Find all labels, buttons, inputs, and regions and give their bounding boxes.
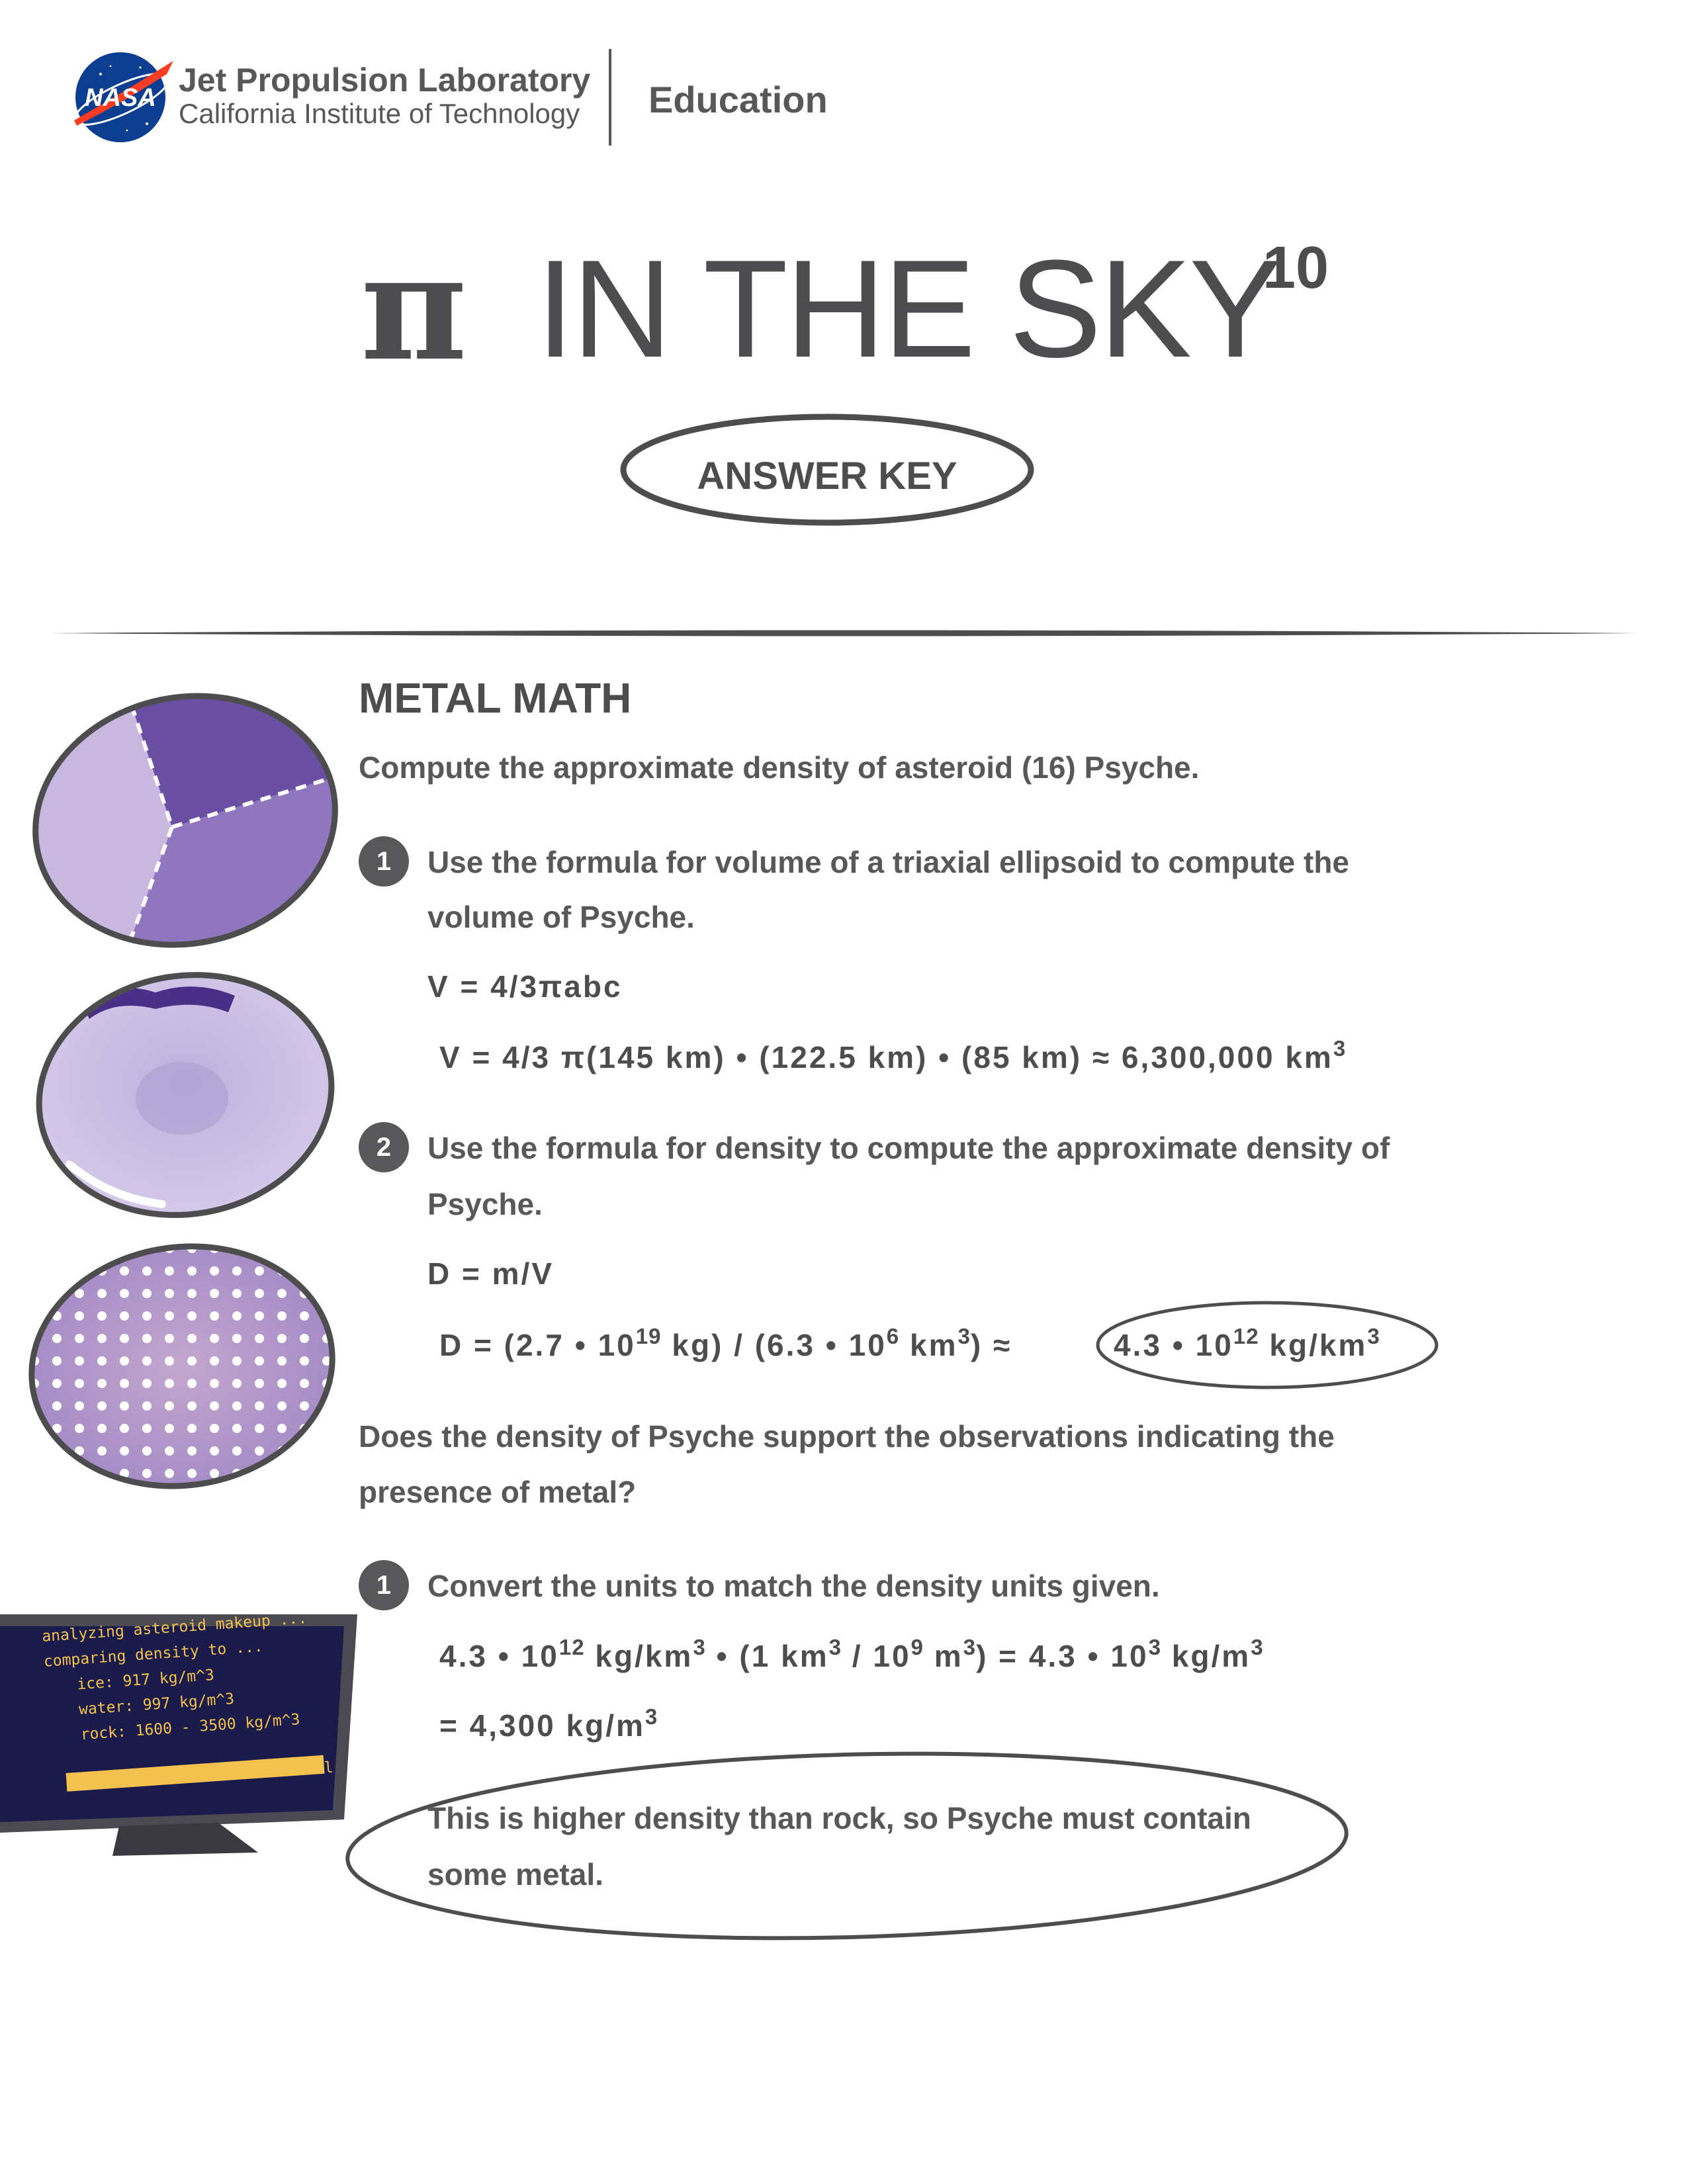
asteroid-dotted-illustration xyxy=(23,1237,341,1495)
nasa-logo-text: NASA xyxy=(85,84,156,112)
density-formula: D = m/V xyxy=(427,1256,555,1291)
step-number-badge: 1 xyxy=(359,1560,409,1610)
conclusion-text: some metal. xyxy=(427,1857,603,1892)
asteroid-sliced-illustration xyxy=(26,688,344,953)
org-name: Jet Propulsion Laboratory xyxy=(179,62,591,99)
step-number-badge: 2 xyxy=(359,1122,409,1172)
monitor-line: water: 997 kg/m^3 xyxy=(78,1690,235,1719)
monitor-line: rock: 1600 - 3500 kg/m^3 xyxy=(79,1711,301,1744)
step-number-badge: 1 xyxy=(359,836,409,887)
follow-up-question: presence of metal? xyxy=(359,1475,637,1509)
volume-formula: V = 4/3πabc xyxy=(427,969,623,1004)
asteroid-surface-illustration xyxy=(30,966,341,1224)
header-divider xyxy=(609,49,611,146)
monitor-line: result: match found for metal xyxy=(67,1759,334,1795)
conclusion-text: This is higher density than rock, so Psyche must contain xyxy=(427,1801,1251,1835)
monitor-line: analyzing asteroid makeup ... xyxy=(41,1609,308,1645)
step-instruction: Use the formula for density to compute the approximate density of xyxy=(427,1131,1390,1165)
answer-key-label: ANSWER KEY xyxy=(697,455,957,498)
section-label: Education xyxy=(648,79,828,120)
step-instruction: Use the formula for volume of a triaxial ellipsoid to compute the xyxy=(427,845,1350,879)
monitor-line: ice: 917 kg/m^3 xyxy=(76,1666,215,1694)
density-answer: 4.3 • $10^{12}$ $kg/km^3$ xyxy=(1114,1324,1380,1362)
title-number: 10 xyxy=(1263,235,1329,301)
conclusion-oval xyxy=(341,1747,1353,1945)
unit-conversion-work: 4.3 • $10^{12}$ $kg/km^3$ • (1 $km^3 / 10^9$ $m^3) = 4.3$ • $10^3$ $kg/m^3$ xyxy=(439,1635,1264,1673)
step-instruction: volume of Psyche. xyxy=(427,900,695,934)
unit-conversion-result: = 4,300 $kg/m^3$ xyxy=(439,1704,658,1743)
follow-up-question: Does the density of Psyche support the observations indicating the xyxy=(359,1419,1335,1454)
volume-work: V = 4/3 π(145 km) • (122.5 km) • (85 km) ≈ 6,300,000 $km^3$ xyxy=(439,1036,1347,1074)
step-instruction: Convert the units to match the density units given. xyxy=(427,1569,1160,1603)
monitor-screen-text xyxy=(41,1604,334,1800)
section-rule xyxy=(50,629,1638,638)
problem-prompt: Compute the approximate density of asteroid (16) Psyche. xyxy=(359,750,1200,785)
monitor-line-highlight: metal: 534 - 22590 kg/m^3 xyxy=(81,1735,312,1769)
pi-symbol: π xyxy=(361,222,468,393)
step-instruction: Psyche. xyxy=(427,1187,543,1221)
org-subtitle: California Institute of Technology xyxy=(179,98,580,129)
density-work: D = (2.7 • $10^{19}$ kg) / (6.3 • $10^6$ $km^3$) ≈ xyxy=(439,1324,1012,1362)
nasa-logo xyxy=(61,48,180,147)
monitor-line: comparing density to ... xyxy=(43,1638,264,1671)
page-title: IN THE SKY xyxy=(536,231,1280,386)
section-title: METAL MATH xyxy=(359,674,632,722)
